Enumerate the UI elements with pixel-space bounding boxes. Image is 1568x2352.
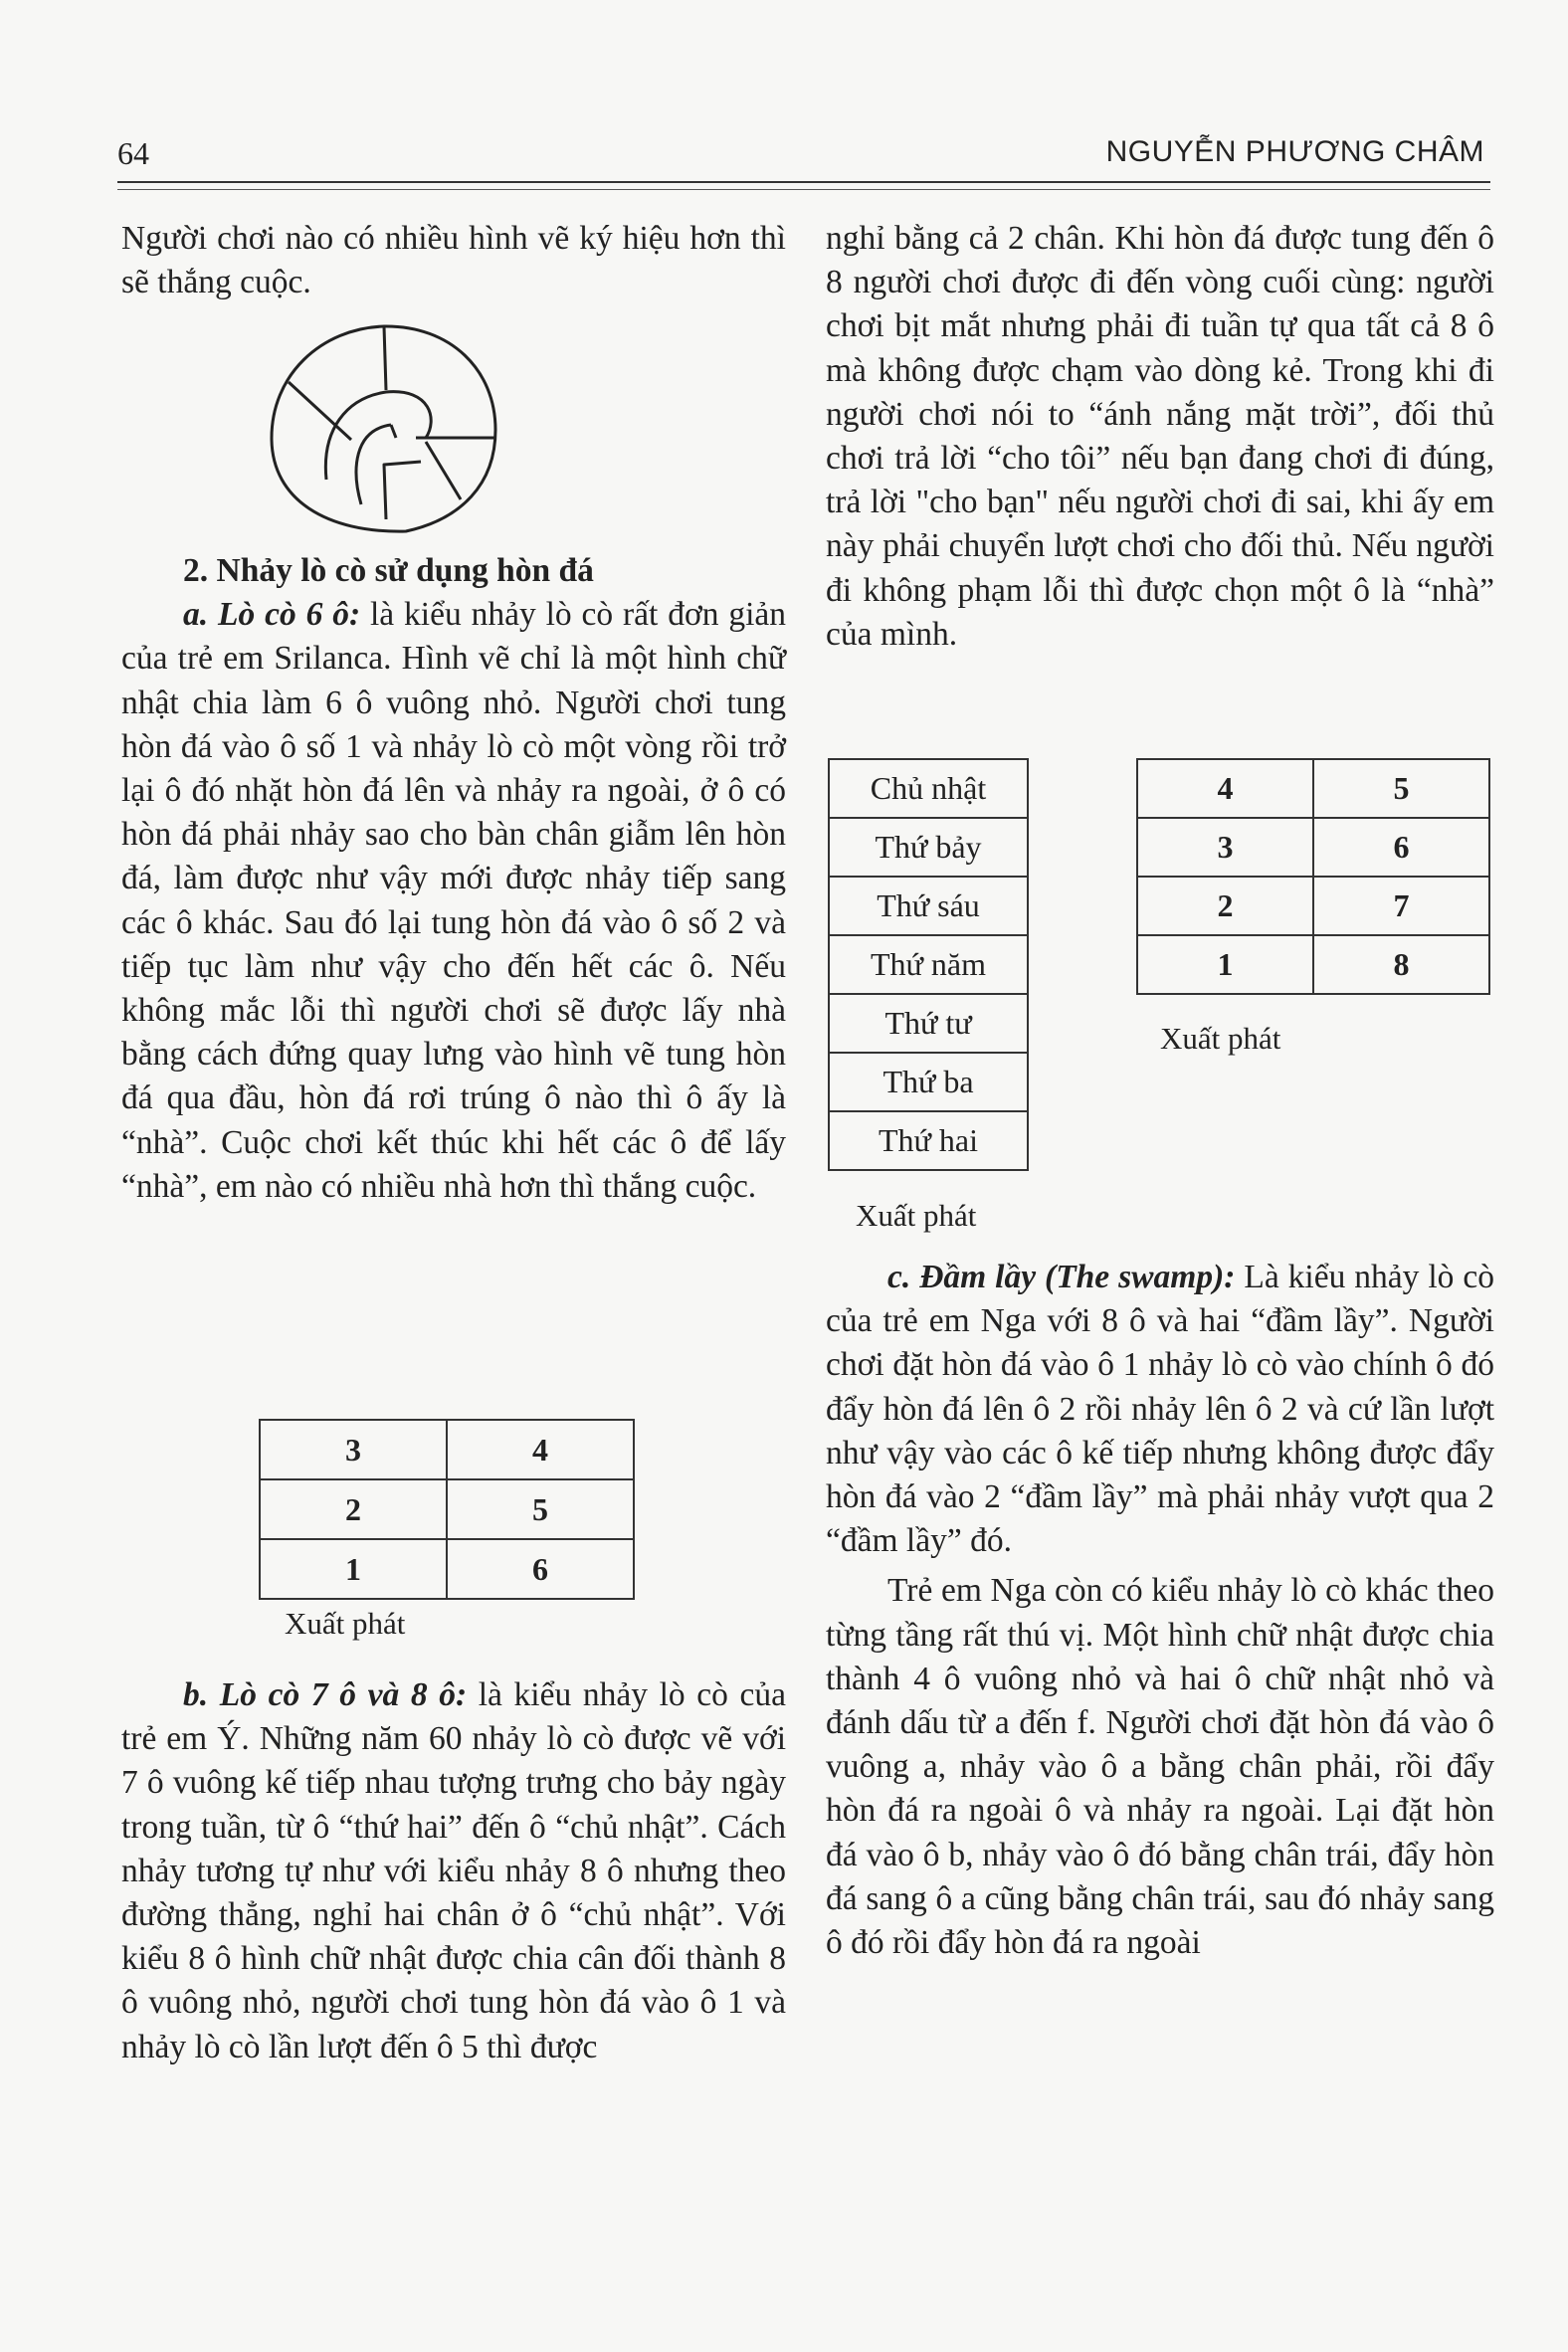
left-intro-paragraph <box>121 217 786 304</box>
grid-cell: Thứ năm <box>829 935 1028 994</box>
grid-row <box>829 877 1028 935</box>
grid-cell: 1 <box>260 1539 447 1599</box>
grid-cell: Chủ nhật <box>829 759 1028 818</box>
grid-cell: Thứ bảy <box>829 818 1028 877</box>
grid-cell: 5 <box>1313 759 1489 818</box>
a-text: là kiểu nhảy lò cò rất đơn giản của trẻ em Srilanca. Hình vẽ chỉ là một hình chữ nhật chia làm 6 ô vuông nhỏ. Người chơi tung hòn đá vào ô số 1 và nhảy lò cò một vòng rồi trở lại ô đó nhặt hòn đá lên và nhảy ra ngoài, ở ô có hòn đá phải nhảy sao cho bàn chân giẫm lên hòn đá, làm được như vậy mới được nhảy tiếp sang các ô khác. Sau đó lại tung hòn đá vào ô số 2 và tiếp tục làm như vậy cho đến hết các ô. Nếu không mắc lỗi thì người chơi sẽ được lấy nhà bằng cách đứng quay lưng vào hình vẽ tung hòn đá qua đầu, hòn đá rơi trúng ô nào thì ô ấy là “nhà”. Cuộc chơi kết thúc khi hết các ô để lấy “nhà”, em nào có nhiều nhà hơn thì thắng cuộc. <box>121 596 786 1205</box>
c-title: c. Đầm lầy (The swamp): <box>887 1259 1236 1295</box>
left-paragraph-b <box>121 1673 786 2069</box>
grid-row <box>829 1111 1028 1170</box>
grid-cell: 6 <box>1313 818 1489 877</box>
eight-grid-caption: Xuất phát <box>1160 1021 1281 1056</box>
grid-cell: 5 <box>447 1479 634 1539</box>
paragraph-last: Trẻ em Nga còn có kiểu nhảy lò cò khác theo từng tầng rất thú vị. Một hình chữ nhật được chia thành 4 ô vuông nhỏ và hai ô chữ nhật nhỏ và đánh dấu từ a đến f. Người chơi đặt hòn đá vào ô vuông a, nhảy vào ô a bằng chân phải, rồi đẩy hòn đá ra ngoài ô và nhảy ra ngoài. Lại đặt hòn đá vào ô b, nhảy vào ô đó bằng chân trái, đẩy hòn đá sang ô a cũng bằng chân trái, sau đó nhảy sang ô đó rồi đẩy hòn đá ra ngoài <box>826 1572 1494 1962</box>
section-heading: 2. Nhảy lò cò sử dụng hòn đá <box>183 552 594 589</box>
page-number: 64 <box>117 135 149 171</box>
header-rule <box>117 181 1490 183</box>
c-text: Là kiểu nhảy lò cò của trẻ em Nga với 8 ô và hai “đầm lầy”. Người chơi đặt hòn đá vào ô 1 nhảy lò cò vào chính ô đó đẩy hòn đá lên ô 2 rồi nhảy lên ô 2 và cứ lần lượt như vậy vào các ô kế tiếp nhưng không được đẩy hòn đá vào 2 “đầm lầy” mà phải nhảy vượt qua 2 “đầm lầy” đó. <box>826 1259 1494 1560</box>
seven-grid-caption: Xuất phát <box>856 1198 977 1233</box>
grid-cell: 7 <box>1313 877 1489 935</box>
grid-cell: 6 <box>447 1539 634 1599</box>
right-top-text <box>826 217 1494 657</box>
grid-cell: 3 <box>1137 818 1313 877</box>
seven-day-grid <box>828 758 1029 1171</box>
grid-row <box>829 994 1028 1053</box>
grid-row <box>1137 877 1489 935</box>
grid-row <box>260 1420 634 1479</box>
grid-cell: Thứ hai <box>829 1111 1028 1170</box>
grid-cell: 3 <box>260 1420 447 1479</box>
paragraph-b <box>121 1673 786 2069</box>
grid-row <box>829 818 1028 877</box>
grid-cell: 1 <box>1137 935 1313 994</box>
eight-square-grid <box>1136 758 1490 995</box>
grid-cell: Thứ ba <box>829 1053 1028 1111</box>
paragraph-a <box>121 593 786 1209</box>
header-rule-thin <box>117 189 1490 190</box>
paragraph-c <box>826 1256 1494 1563</box>
grid-row <box>1137 759 1489 818</box>
grid-row <box>1137 935 1489 994</box>
grid-cell: 2 <box>260 1479 447 1539</box>
six-square-grid <box>259 1419 635 1600</box>
intro-text: Người chơi nào có nhiều hình vẽ ký hiệu hơn thì sẽ thắng cuộc. <box>121 220 786 301</box>
grid-cell: Thứ sáu <box>829 877 1028 935</box>
a-title: a. Lò cò 6 ô: <box>183 596 361 634</box>
grid-cell: 2 <box>1137 877 1313 935</box>
grid-cell: 4 <box>1137 759 1313 818</box>
b-text: là kiểu nhảy lò cò của trẻ em Ý. Những năm 60 nhảy lò cò được vẽ với 7 ô vuông kế tiếp nhau tượng trưng cho bảy ngày trong tuần, từ ô “thứ hai” đến ô “chủ nhật”. Cách nhảy tương tự như với kiểu nhảy 8 ô nhưng theo đường thẳng, nghỉ hai chân ở ô “chủ nhật”. Với kiểu 8 ô hình chữ nhật được chia cân đối thành 8 ô vuông nhỏ, người chơi tung hòn đá vào ô 1 và nhảy lò cò lần lượt đến ô 5 thì được <box>121 1676 786 2065</box>
grid-row <box>829 935 1028 994</box>
grid-row <box>260 1479 634 1539</box>
grid-cell: 8 <box>1313 935 1489 994</box>
grid-cell: Thứ tư <box>829 994 1028 1053</box>
continued-text: nghỉ bằng cả 2 chân. Khi hòn đá được tung đến ô 8 người chơi được đi đến vòng cuối cùng: người chơi bịt mắt nhưng phải đi tuần tự qua tất cả 8 ô mà không được chạm vào dòng kẻ. Trong khi đi người chơi nói to “ánh nắng mặt trời”, đối thủ chơi trả lời “cho tôi” nếu bạn đang chơi đi đúng, trả lời "cho bạn" nếu người chơi đi sai, khi ấy em này phải chuyển lượt chơi cho đối thủ. Nếu người đi không phạm lỗi thì được chọn một ô là “nhà” của mình. <box>826 220 1494 653</box>
grid-row <box>1137 818 1489 877</box>
running-head: NGUYỄN PHƯƠNG CHÂM <box>1105 135 1484 168</box>
grid-row <box>829 759 1028 818</box>
grid-row <box>260 1539 634 1599</box>
grid-cell: 4 <box>447 1420 634 1479</box>
right-lower-text <box>826 1256 1494 1965</box>
left-main-text <box>121 549 786 1209</box>
grid-row <box>829 1053 1028 1111</box>
spiral-hopscotch-figure <box>267 320 505 541</box>
b-title: b. Lò cò 7 ô và 8 ô: <box>183 1676 468 1713</box>
six-grid-caption: Xuất phát <box>285 1606 406 1641</box>
